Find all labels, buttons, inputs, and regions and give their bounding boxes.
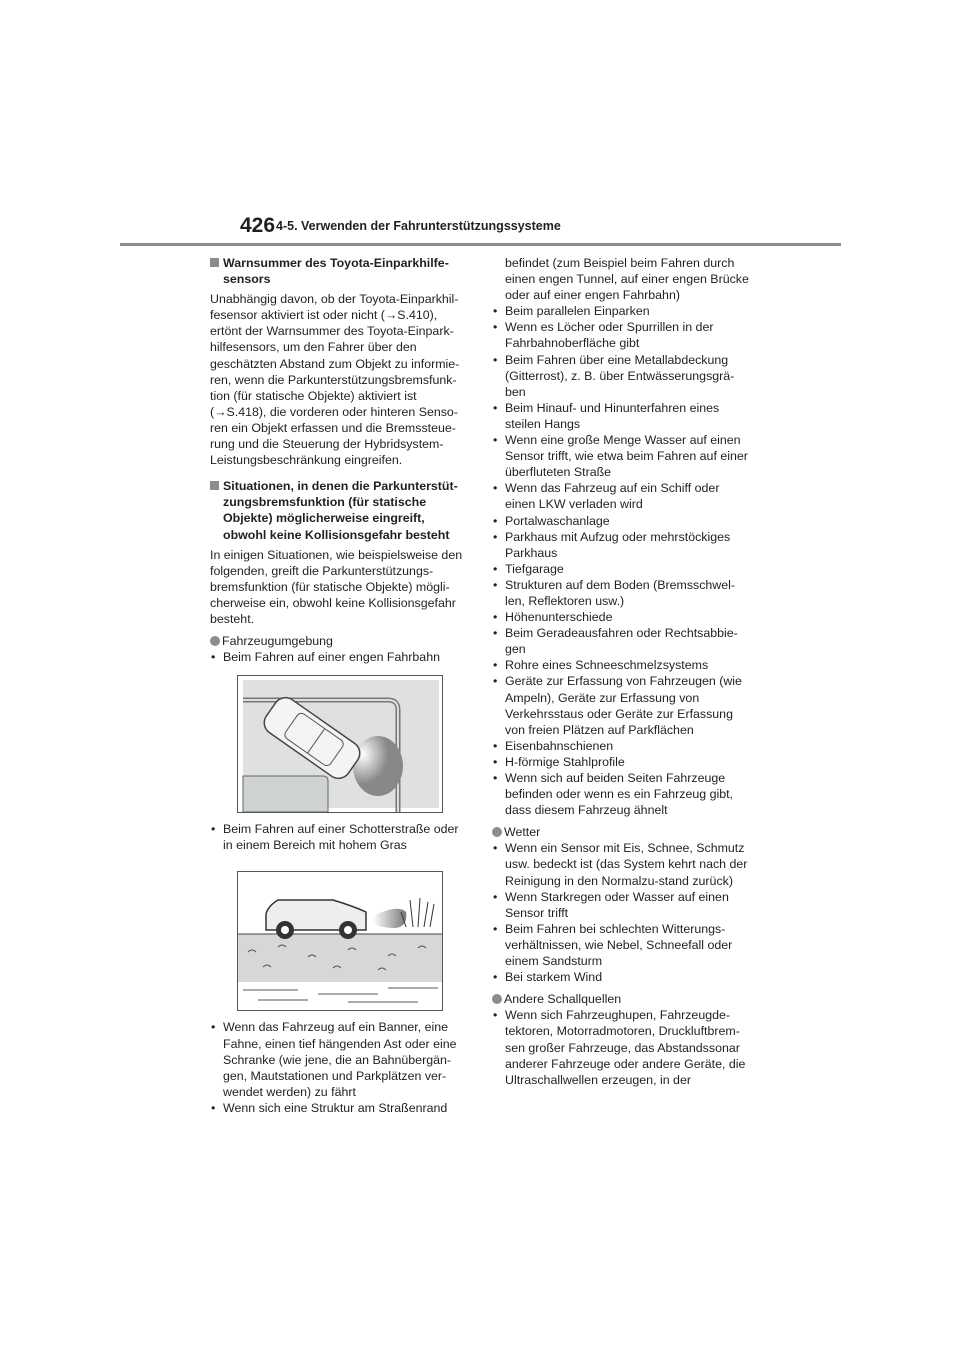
list-item: • Parkhaus mit Aufzug oder mehrstöckiges Parkhaus xyxy=(493,529,731,560)
list-item-text: Wenn es Löcher oder Spurrillen in der Fahrbahnoberfläche gibt xyxy=(505,320,714,351)
page-number: 426 xyxy=(240,214,276,237)
list-item-text: Strukturen auf dem Boden (Bremsschwel-len, Reflektoren usw.) xyxy=(505,577,736,608)
subheading xyxy=(492,824,750,840)
list-item-text: Beim Hinauf- und Hinunterfahren eines steilen Hangs xyxy=(505,400,720,431)
list-item-text: Eisenbahnschienen xyxy=(505,738,614,753)
list-item-text: Bei starkem Wind xyxy=(505,970,603,985)
left-column xyxy=(210,255,468,1116)
list-item: • Wenn Starkregen oder Wasser auf einen Sensor trifft xyxy=(493,889,729,920)
list-item: • Wenn das Fahrzeug auf ein Schiff oder einen LKW verladen wird xyxy=(493,481,720,512)
list-item: • Geräte zur Erfassung von Fahrzeugen (wie Ampeln), Geräte zur Erfassung von Verkehrsstaus oder Geräte zur Erfassung von freien Plätzen auf Parkflächen xyxy=(493,674,742,737)
chapter-title: 4-5. Verwenden der Fahrunterstützungssysteme xyxy=(276,219,561,233)
list-item: • Beim Fahren auf einer engen Fahrbahn xyxy=(211,650,440,665)
list-item-text: Beim Fahren über eine Metallabdeckung (Gitterrost), z. B. über Entwässerungsgrä-ben xyxy=(505,352,735,399)
list-item-text: Parkhaus mit Aufzug oder mehrstöckiges Parkhaus xyxy=(505,529,731,560)
list-item-continuation: befindet (zum Beispiel beim Fahren durch einen engen Tunnel, auf einer engen Brücke oder auf einer engen Fahrbahn) xyxy=(505,256,749,303)
gravel-road-illustration xyxy=(237,871,443,1011)
list-item-text: Wenn sich Fahrzeughupen, Fahrzeugde-tektoren, Motorradmotoren, Druckluftbrem-sen großer Fahrzeuge, das Abstandssonar anderer Fahrzeuge oder andere Geräte, die Ultraschallwellen erzeugen, in der xyxy=(505,1008,746,1087)
list-item-text: Rohre eines Schneeschmelzsystems xyxy=(505,658,709,673)
list-item-text: Wenn sich auf beiden Seiten Fahrzeuge befinden oder wenn es ein Fahrzeug gibt, dass diesem Fahrzeug ähnelt xyxy=(505,771,734,818)
list-item: • Wenn sich eine Struktur am Straßenrand xyxy=(211,1100,448,1115)
list-item: • Wenn ein Sensor mit Eis, Schnee, Schmutz usw. bedeckt ist (das System kehrt nach der Reinigung in den Normalzu-stand zurück) xyxy=(493,841,748,888)
right-column xyxy=(492,255,750,1088)
list-item-text: Wenn sich eine Struktur am Straßenrand xyxy=(223,1100,448,1115)
list-item: • Tiefgarage xyxy=(493,561,564,576)
list-item-text: H-förmige Stahlprofile xyxy=(505,754,625,769)
list-item: • Bei starkem Wind xyxy=(493,970,603,985)
subheading-text: Wetter xyxy=(504,825,541,840)
list-item: • Beim Fahren auf einer Schotterstraße oder in einem Bereich mit hohem Gras xyxy=(211,822,459,853)
list-item: • Wenn sich auf beiden Seiten Fahrzeuge befinden oder wenn es ein Fahrzeug gibt, dass diesem Fahrzeug ähnelt xyxy=(493,771,734,818)
paragraph: In einigen Situationen, wie beispielsweise den folgenden, greift die Parkunterstützungs-bremsfunktion (für statische Objekte) mögli-cherweise ein, obwohl keine Kollisionsgefahr besteht. xyxy=(210,547,463,626)
list-item-text: Höhenunterschiede xyxy=(505,610,613,625)
list-item-text: Geräte zur Erfassung von Fahrzeugen (wie Ampeln), Geräte zur Erfassung von Verkehrsstaus oder Geräte zur Erfassung von freien Plätzen auf Parkflächen xyxy=(505,674,742,737)
heading-text: Situationen, in denen die Parkunterstüt-zungsbremsfunktion (für statische Objekte) möglicherweise eingreift, obwohl keine Kollisionsgefahr besteht xyxy=(223,479,458,542)
header-rule xyxy=(120,243,841,246)
list-item: • H-förmige Stahlprofile xyxy=(493,754,625,769)
subheading-text: Andere Schallquellen xyxy=(504,992,622,1007)
subheading xyxy=(210,633,468,649)
square-marker-icon xyxy=(210,481,219,490)
list-item: • Beim Fahren über eine Metallabdeckung (Gitterrost), z. B. über Entwässerungsgrä-ben xyxy=(493,352,735,399)
circle-marker-icon xyxy=(492,827,502,837)
list-item-text: Beim Geradeausfahren oder Rechtsabbie-gen xyxy=(505,626,738,657)
list-item: • Beim Fahren bei schlechten Witterungs-verhältnissen, wie Nebel, Schneefall oder einem Sandsturm xyxy=(493,921,733,969)
list-item: • Eisenbahnschienen xyxy=(493,738,614,753)
list-item: • Wenn sich Fahrzeughupen, Fahrzeugde-tektoren, Motorradmotoren, Druckluftbrem-sen großer Fahrzeuge, das Abstandssonar anderer Fahrzeuge oder andere Geräte, die Ultraschallwellen erzeugen, in der xyxy=(493,1008,746,1087)
narrow-road-illustration xyxy=(237,675,443,813)
list-item-text: Tiefgarage xyxy=(505,561,564,576)
circle-marker-icon xyxy=(210,636,220,646)
list-item-text: Wenn ein Sensor mit Eis, Schnee, Schmutz usw. bedeckt ist (das System kehrt nach der Reinigung in den Normalzu-stand zurück) xyxy=(505,841,748,888)
list-item-text: Portalwaschanlage xyxy=(505,513,610,528)
circle-marker-icon xyxy=(492,994,502,1004)
square-marker-icon xyxy=(210,258,219,267)
subheading-text: Fahrzeugumgebung xyxy=(222,634,333,649)
section-heading xyxy=(210,255,468,287)
list-item-text: Beim Fahren auf einer engen Fahrbahn xyxy=(223,650,440,665)
list-item-text: Beim parallelen Einparken xyxy=(505,304,650,319)
paragraph: Unabhängig davon, ob der Toyota-Einparkhil-fesensor aktiviert ist oder nicht (→S.410), ertönt der Warnsummer des Toyota-Einpark-hilfesensors, um den Fahrer über den geschätzten Abstand zum Objekt zu informie-ren, wenn die Parkunterstützungsbremsfunk-tion (für statische Objekte) aktiviert ist (→S.418), die vorderen oder hinteren Senso-ren ein Objekt erfassen und die Bremssteue-rung und die Steuerung der Hybridsystem-Leistungsbeschränkung eingreifen. xyxy=(210,292,460,468)
list-item-text: Wenn das Fahrzeug auf ein Schiff oder einen LKW verladen wird xyxy=(505,481,720,512)
list-item-text: Wenn eine große Menge Wasser auf einen Sensor trifft, wie etwa beim Fahren auf einer überfluteten Straße xyxy=(505,433,748,480)
list-item: • Beim Hinauf- und Hinunterfahren eines steilen Hangs xyxy=(493,400,720,431)
list-item: • Wenn es Löcher oder Spurrillen in der Fahrbahnoberfläche gibt xyxy=(493,320,714,351)
list-item-text: Beim Fahren auf einer Schotterstraße oder in einem Bereich mit hohem Gras xyxy=(223,822,459,853)
section-heading xyxy=(210,478,468,542)
list-item: • Beim parallelen Einparken xyxy=(493,304,650,319)
list-item: • Portalwaschanlage xyxy=(493,513,610,528)
list-item: • Wenn eine große Menge Wasser auf einen Sensor trifft, wie etwa beim Fahren auf einer überfluteten Straße xyxy=(493,433,748,480)
subheading xyxy=(492,991,750,1007)
list-item: • Rohre eines Schneeschmelzsystems xyxy=(493,658,709,673)
heading-text: Warnsummer des Toyota-Einparkhilfe-sensors xyxy=(223,256,449,287)
list-item: • Wenn das Fahrzeug auf ein Banner, eine Fahne, einen tief hängenden Ast oder eine Schranke (wie jene, die an Bahnübergän-gen, Mautstationen und Parkplätzen ver-wendet werden) zu fährt xyxy=(211,1020,457,1099)
list-item: • Beim Geradeausfahren oder Rechtsabbie-gen xyxy=(493,626,738,657)
list-item-text: Wenn das Fahrzeug auf ein Banner, eine Fahne, einen tief hängenden Ast oder eine Schranke (wie jene, die an Bahnübergän-gen, Mautstationen und Parkplätzen ver-wendet werden) zu fährt xyxy=(223,1020,457,1099)
list-item-text: Beim Fahren bei schlechten Witterungs-verhältnissen, wie Nebel, Schneefall oder einem Sandsturm xyxy=(505,921,733,969)
list-item: • Höhenunterschiede xyxy=(493,610,613,625)
list-item-text: Wenn Starkregen oder Wasser auf einen Sensor trifft xyxy=(505,889,729,920)
list-item: • Strukturen auf dem Boden (Bremsschwel-len, Reflektoren usw.) xyxy=(493,577,736,608)
